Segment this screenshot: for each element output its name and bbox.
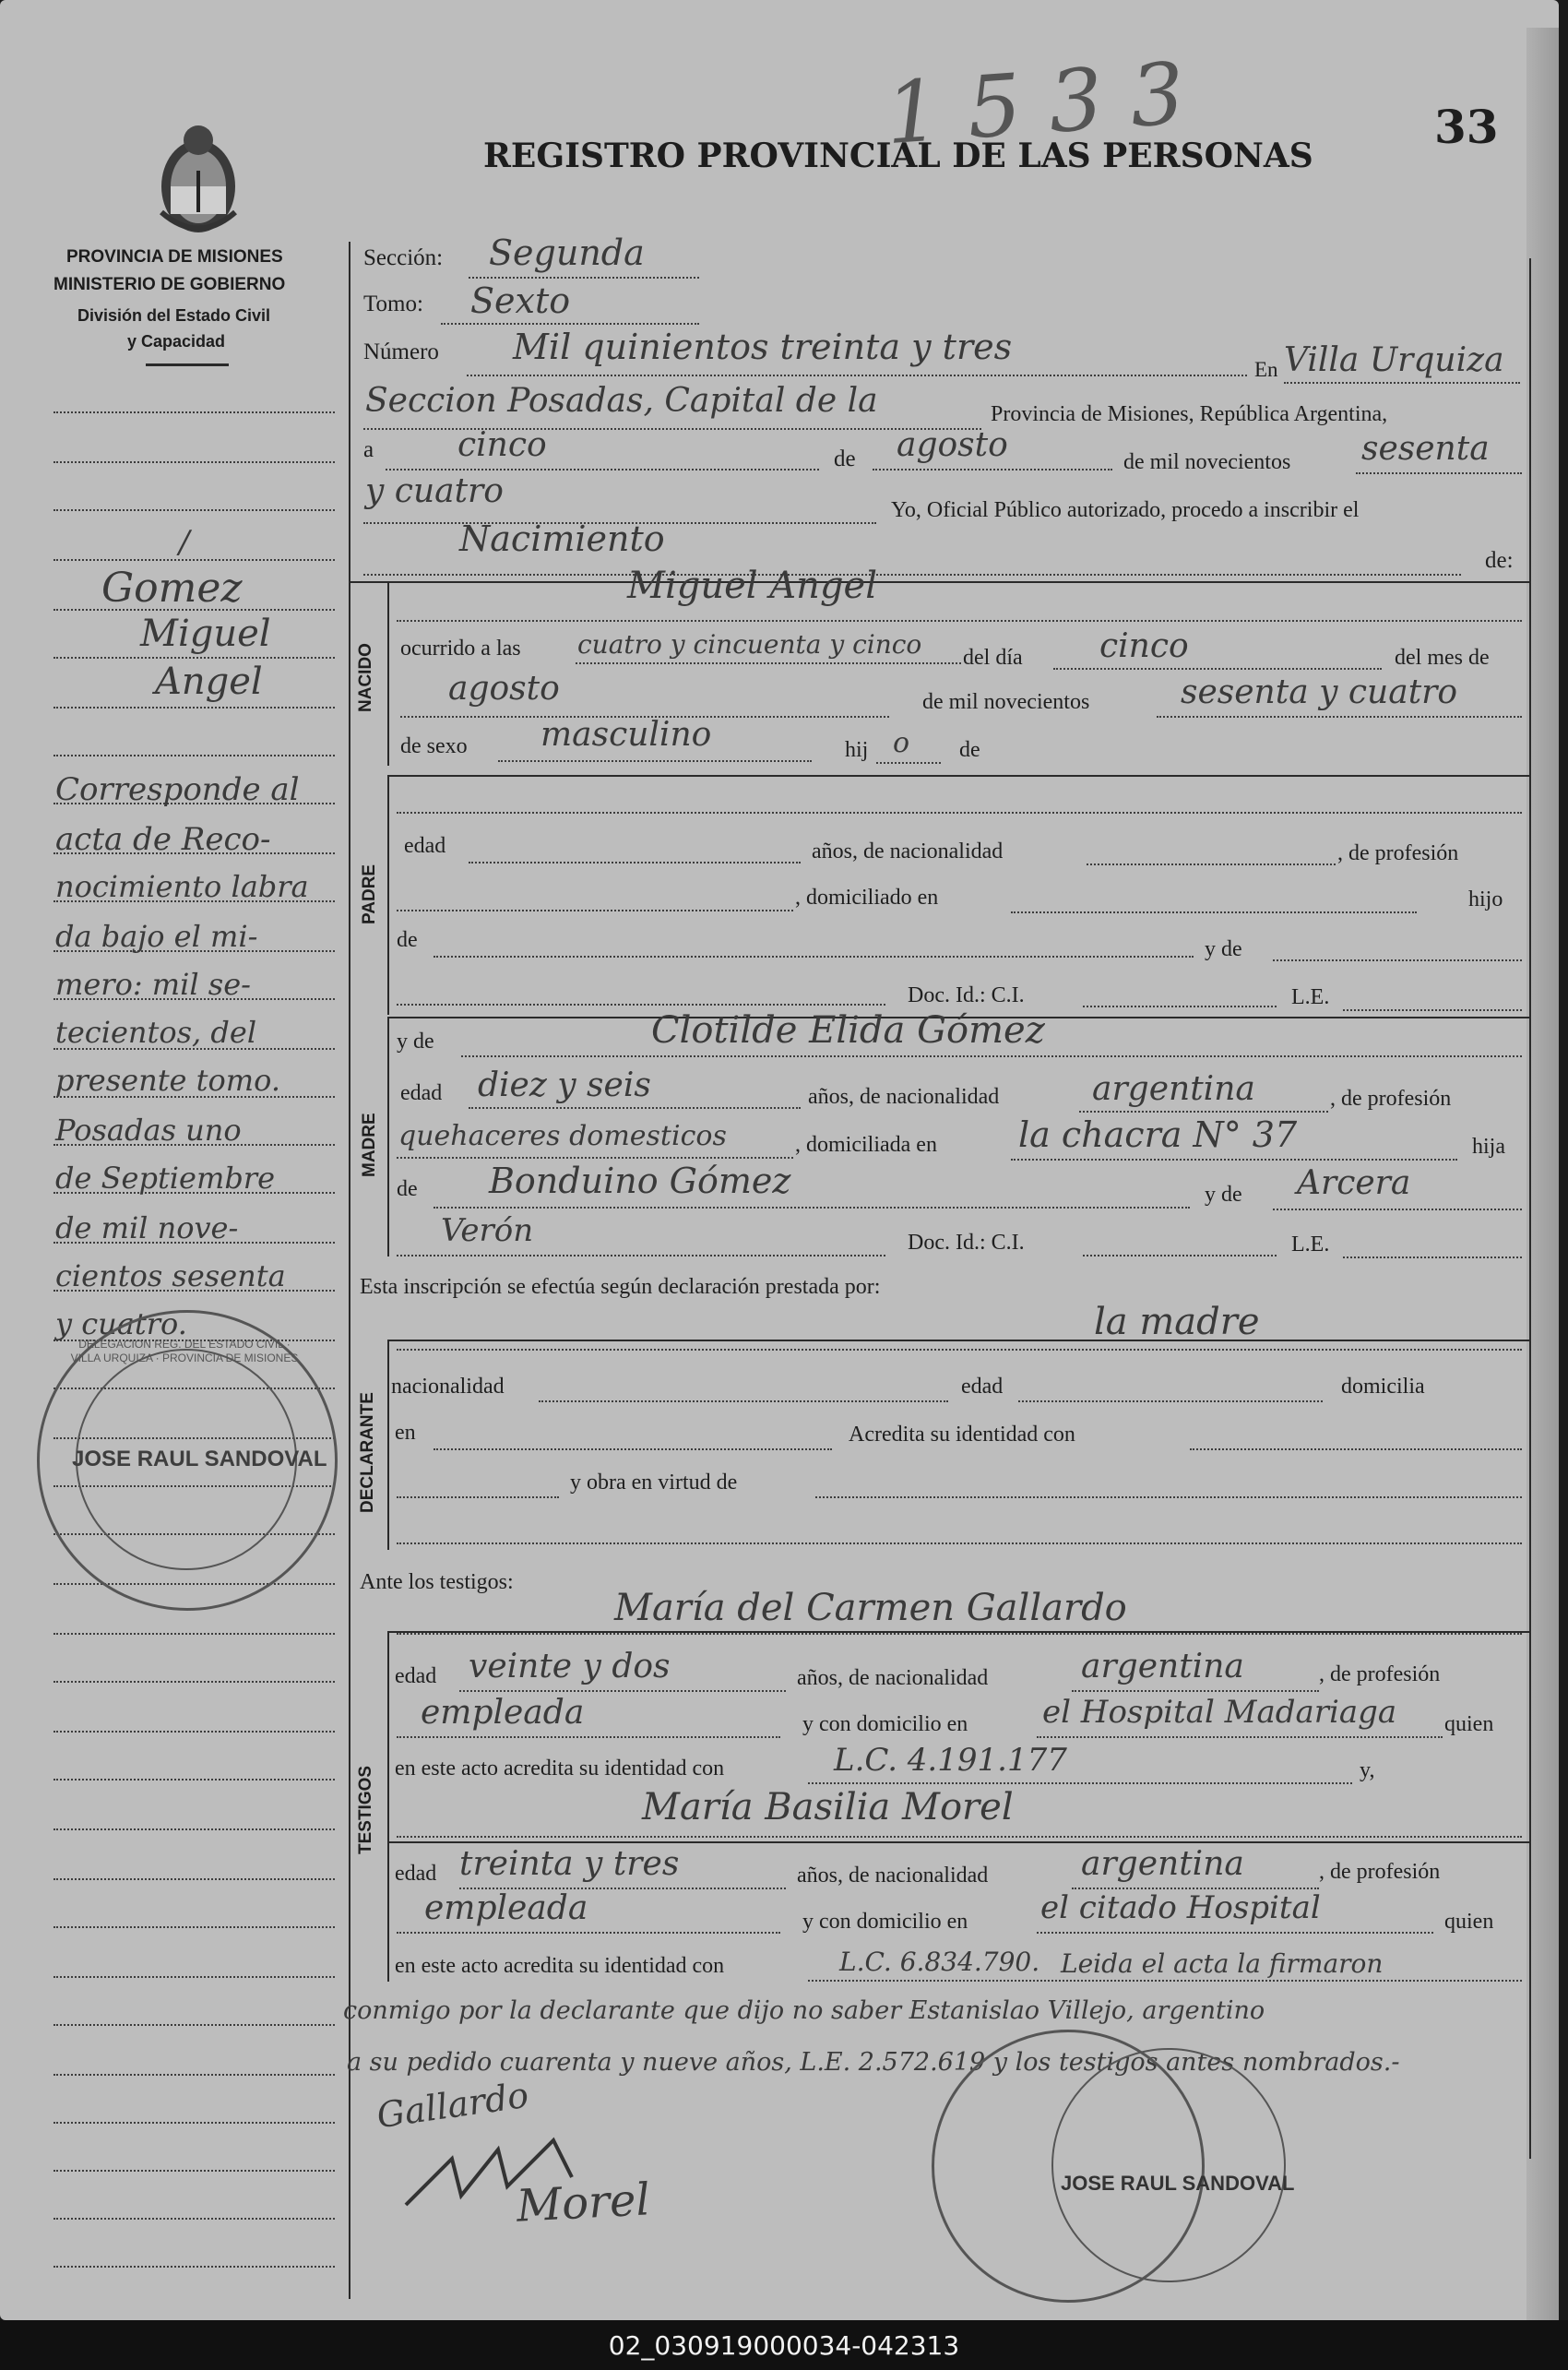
- madre-madre-value-2: Verón: [441, 1212, 534, 1249]
- tomo-label: Tomo:: [363, 292, 423, 316]
- madre-de-label: de: [397, 1177, 418, 1201]
- margin-note-line-7: presente tomo.: [55, 1063, 280, 1098]
- margin-surname: Gomez: [101, 565, 243, 612]
- seal-left-ring-text: DELEGACION REG. DEL ESTADO CIVIL · VILLA URQUIZA · PROVINCIA DE MISIONES: [70, 1338, 299, 1364]
- madre-dom-label: , domiciliada en: [795, 1133, 937, 1157]
- testigo2-acredita-label: en este acto acredita su identidad con: [395, 1954, 725, 1978]
- testigo2-prof: empleada: [424, 1889, 588, 1927]
- madre-le-label: L.E.: [1291, 1233, 1330, 1256]
- testigo1-prof: empleada: [421, 1694, 585, 1732]
- nacido-de-label: de: [959, 738, 980, 762]
- section-declarante: DECLARANTE: [358, 1392, 377, 1513]
- testigo2-edad-label: edad: [395, 1862, 437, 1886]
- padre-doc-label: Doc. Id.: C.I.: [908, 983, 1025, 1007]
- declarante-obra-label: y obra en virtud de: [570, 1471, 738, 1495]
- declarante-acredita-label: Acredita su identidad con: [849, 1423, 1075, 1447]
- testigo1-prof-label: , de profesión: [1319, 1662, 1441, 1686]
- margin-note-line-6: tecientos, del: [55, 1015, 257, 1050]
- numero-value: Mil quinientos treinta y tres: [513, 327, 1013, 367]
- margin-note-line-5: mero: mil se-: [55, 967, 251, 1002]
- hijo-value: o: [893, 727, 910, 759]
- margin-name-1: Miguel: [140, 613, 271, 655]
- margin-name-2: Angel: [155, 661, 263, 703]
- de-value: agosto: [897, 426, 1008, 464]
- seal-right-name: JOSE RAUL SANDOVAL: [1061, 2172, 1295, 2195]
- tomo-value: Sexto: [470, 280, 571, 321]
- seccion-label: Sección:: [363, 245, 444, 270]
- page-title: REGISTRO PROVINCIAL DE LAS PERSONAS: [483, 137, 1313, 175]
- del-mes-label: del mes de: [1395, 646, 1490, 670]
- madre-padre-value: Bonduino Gómez: [489, 1161, 791, 1201]
- org-capacidad: y Capacidad: [127, 332, 226, 351]
- margin-note-line-2: acta de Reco-: [55, 821, 271, 858]
- org-province: PROVINCIA DE MISIONES: [66, 247, 283, 267]
- de-colon-label: de:: [1485, 548, 1514, 573]
- dia-value: cinco: [1099, 627, 1189, 665]
- de-label: de: [834, 447, 856, 471]
- coat-of-arms-emblem: [148, 120, 249, 240]
- madre-prof-value: quehaceres domesticos: [398, 1120, 727, 1152]
- page-number: 33: [1434, 100, 1499, 154]
- margin-note-line-1: Corresponde al: [55, 771, 300, 808]
- padre-le-label: L.E.: [1291, 985, 1330, 1009]
- org-ministry: MINISTERIO DE GOBIERNO: [53, 275, 286, 294]
- madre-dom-value: la chacra N° 37: [1018, 1114, 1298, 1155]
- closing-inline: Leida el acta la firmaron: [1061, 1948, 1384, 1979]
- year-value-2: y cuatro: [365, 472, 504, 510]
- testigo1-edad-label: edad: [395, 1664, 437, 1688]
- testigo1-dom-label: y con domicilio en: [802, 1712, 968, 1736]
- declarante-dom-label: domicilia: [1341, 1375, 1425, 1399]
- testigo1-acredita-label: en este acto acredita su identidad con: [395, 1757, 725, 1780]
- padre-de-label: de: [397, 928, 418, 952]
- closing-line-2: a su pedido cuarenta y nueve años, L.E. 2.572.619 y los testigos antes nombrados.-: [347, 2048, 1400, 2077]
- signature-morel: Morel: [515, 2173, 652, 2233]
- testigo2-name: María Basilia Morel: [642, 1786, 1014, 1828]
- margin-note-line-12: y cuatro.: [55, 1306, 187, 1341]
- madre-yde-label: y de: [397, 1030, 434, 1054]
- madre-nac-value: argentina: [1092, 1070, 1255, 1108]
- testigo2-doc: L.C. 6.834.790.: [839, 1947, 1040, 1977]
- madre-nac-label: años, de nacionalidad: [808, 1085, 1000, 1109]
- madre-yde-madre-label: y de: [1205, 1183, 1242, 1207]
- a-value: cinco: [457, 426, 547, 464]
- testigo1-nac: argentina: [1081, 1648, 1244, 1685]
- en-label: En: [1254, 358, 1278, 381]
- testigo1-nac-label: años, de nacionalidad: [797, 1666, 989, 1690]
- margin-note-line-10: de mil nove-: [55, 1210, 239, 1245]
- provincia-text: Provincia de Misiones, República Argentina,: [991, 402, 1388, 426]
- declarante-value: la madre: [1094, 1301, 1260, 1343]
- declarante-en-label: en: [395, 1421, 416, 1445]
- seal-left-name: JOSE RAUL SANDOVAL: [72, 1447, 327, 1471]
- footer-bar: [0, 2320, 1568, 2370]
- signature-gallardo: Gallardo: [374, 2074, 531, 2137]
- testigo1-name: María del Carmen Gallardo: [614, 1587, 1127, 1629]
- ocurrido-label: ocurrido a las: [400, 637, 521, 661]
- yo-text: Yo, Oficial Público autorizado, procedo a inscribir el: [891, 498, 1360, 522]
- nacido-name: Miguel Angel: [627, 565, 878, 607]
- testigo2-nac: argentina: [1081, 1845, 1244, 1883]
- section-nacido: NACIDO: [356, 643, 375, 712]
- margin-note-line-8: Posadas uno: [55, 1113, 242, 1148]
- madre-edad-value: diez y seis: [478, 1066, 651, 1104]
- registry-number-stamp: 1533: [882, 42, 1216, 164]
- en-value: Villa Urquiza: [1284, 341, 1504, 379]
- margin-note-line-3: nocimiento labra: [55, 869, 309, 904]
- testigo1-dom: el Hospital Madariaga: [1042, 1694, 1397, 1731]
- sexo-label: de sexo: [400, 734, 468, 758]
- madre-doc-label: Doc. Id.: C.I.: [908, 1231, 1025, 1255]
- closing-line-1: conmigo por la declarante que dijo no saber Estanislao Villejo, argentino: [343, 1996, 1265, 2025]
- testigo2-edad: treinta y tres: [459, 1845, 680, 1883]
- file-id: 02_030919000034-042313: [608, 2330, 960, 2361]
- madre-prof-label: , de profesión: [1330, 1087, 1452, 1111]
- margin-note-line-4: da bajo el mi-: [55, 919, 258, 954]
- declarante-edad-label: edad: [961, 1375, 1004, 1399]
- declarante-intro: Esta inscripción se efectúa según declaración prestada por:: [360, 1275, 881, 1299]
- section-madre: MADRE: [360, 1113, 379, 1177]
- margin-mark: /: [179, 524, 190, 561]
- testigo2-quien-label: quien: [1444, 1910, 1494, 1934]
- del-dia-label: del día: [963, 646, 1023, 670]
- mes-value: agosto: [448, 670, 560, 708]
- testigo2-dom: el citado Hospital: [1040, 1889, 1321, 1926]
- madre-hija-label: hija: [1472, 1135, 1505, 1159]
- anio-value: sesenta y cuatro: [1181, 673, 1458, 711]
- testigo1-doc: L.C. 4.191.177: [834, 1742, 1067, 1779]
- year-label: de mil novecientos: [1123, 450, 1291, 474]
- a-label: a: [363, 437, 374, 462]
- testigo2-prof-label: , de profesión: [1319, 1860, 1441, 1884]
- padre-yde-label: y de: [1205, 937, 1242, 961]
- hijo-label: hij: [845, 738, 869, 762]
- acto-value: Nacimiento: [459, 518, 665, 559]
- place-value: Seccion Posadas, Capital de la: [365, 382, 878, 420]
- testigos-intro: Ante los testigos:: [360, 1570, 514, 1594]
- section-padre: PADRE: [360, 863, 379, 924]
- testigo1-y-label: y,: [1360, 1758, 1375, 1782]
- padre-nac-label: años, de nacionalidad: [812, 840, 1004, 863]
- org-division: División del Estado Civil: [77, 306, 271, 325]
- madre-name: Clotilde Elida Gómez: [651, 1009, 1045, 1052]
- padre-prof-label: , de profesión: [1337, 841, 1459, 865]
- margin-note-line-9: de Septiembre: [55, 1161, 276, 1196]
- margin-note-line-11: cientos sesenta: [55, 1258, 286, 1293]
- sexo-value: masculino: [540, 716, 712, 754]
- hora-value: cuatro y cincuenta y cinco: [577, 629, 922, 660]
- padre-hijo-label: hijo: [1468, 887, 1503, 911]
- numero-label: Número: [363, 339, 439, 364]
- testigo1-edad: veinte y dos: [469, 1648, 671, 1685]
- testigo1-quien-label: quien: [1444, 1712, 1494, 1736]
- year-value: sesenta: [1361, 430, 1490, 468]
- seccion-value: Segunda: [489, 232, 645, 273]
- section-testigos: TESTIGOS: [356, 1765, 375, 1854]
- testigo2-dom-label: y con domicilio en: [802, 1910, 968, 1934]
- padre-edad-label: edad: [404, 834, 446, 858]
- padre-dom-label: , domiciliado en: [795, 886, 939, 910]
- anio-label: de mil novecientos: [922, 690, 1090, 714]
- testigo2-nac-label: años, de nacionalidad: [797, 1864, 989, 1888]
- madre-madre-value: Arcera: [1297, 1164, 1411, 1202]
- declarante-nac-label: nacionalidad: [391, 1375, 505, 1399]
- madre-edad-label: edad: [400, 1081, 443, 1105]
